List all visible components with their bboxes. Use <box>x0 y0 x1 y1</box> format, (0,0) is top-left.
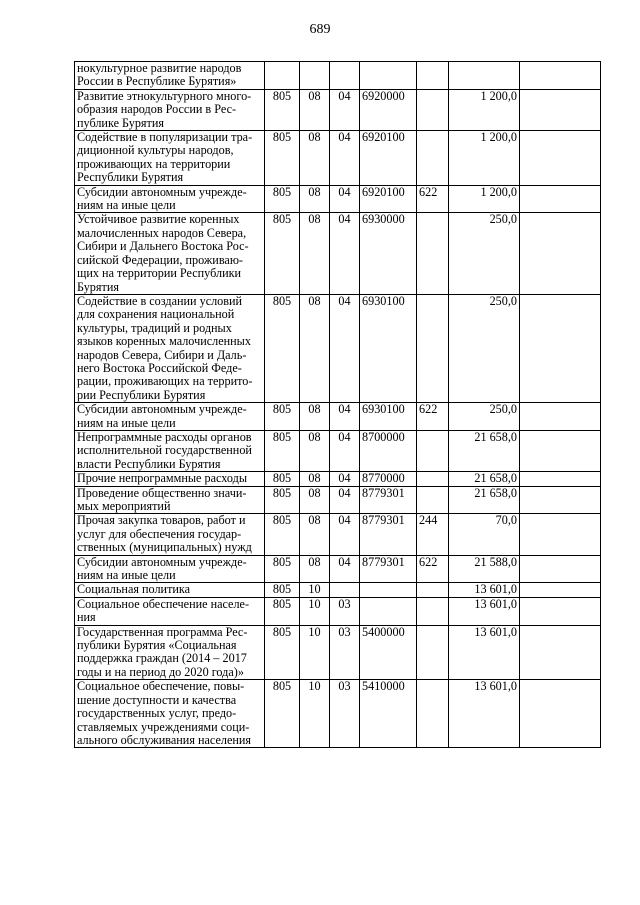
cell-pr: 04 <box>330 514 360 555</box>
cell-ved: 805 <box>265 514 300 555</box>
cell-extra <box>520 131 601 186</box>
cell-extra <box>520 625 601 680</box>
cell-vr <box>417 131 449 186</box>
cell-cs: 5410000 <box>360 680 417 748</box>
cell-cs: 6920100 <box>360 131 417 186</box>
cell-sum: 21 658,0 <box>449 430 520 471</box>
cell-extra <box>520 213 601 294</box>
cell-name: нокультурное развитие народов России в Республике Бурятия» <box>75 62 265 90</box>
cell-sum: 13 601,0 <box>449 625 520 680</box>
table-row <box>75 597 601 625</box>
cell-sum: 13 601,0 <box>449 597 520 625</box>
cell-cs <box>360 583 417 597</box>
cell-name: Прочая закупка товаров, работ и услуг для обеспечения государ-ственных (муниципальных) нужд <box>75 514 265 555</box>
cell-vr: 622 <box>417 185 449 213</box>
cell-extra <box>520 430 601 471</box>
cell-vr <box>417 62 449 90</box>
budget-table <box>74 61 601 748</box>
cell-pr: 04 <box>330 555 360 583</box>
cell-rz: 08 <box>300 555 330 583</box>
table-row <box>75 583 601 597</box>
cell-sum: 13 601,0 <box>449 680 520 748</box>
cell-cs: 6930100 <box>360 294 417 402</box>
cell-pr: 03 <box>330 680 360 748</box>
cell-pr: 04 <box>330 403 360 431</box>
table-body <box>75 62 601 748</box>
cell-pr: 04 <box>330 294 360 402</box>
cell-rz: 08 <box>300 185 330 213</box>
cell-ved: 805 <box>265 583 300 597</box>
cell-extra <box>520 472 601 486</box>
cell-pr: 04 <box>330 131 360 186</box>
table-row <box>75 62 601 90</box>
cell-vr <box>417 89 449 130</box>
cell-ved: 805 <box>265 680 300 748</box>
cell-vr <box>417 430 449 471</box>
table-row <box>75 680 601 748</box>
cell-sum: 70,0 <box>449 514 520 555</box>
cell-pr: 04 <box>330 430 360 471</box>
cell-cs: 6920100 <box>360 185 417 213</box>
cell-rz: 08 <box>300 514 330 555</box>
cell-vr <box>417 625 449 680</box>
cell-vr <box>417 680 449 748</box>
cell-cs: 8770000 <box>360 472 417 486</box>
cell-pr: 04 <box>330 185 360 213</box>
cell-vr <box>417 486 449 514</box>
page-number: 689 <box>309 22 331 37</box>
cell-name: Прочие непрограммные расходы <box>75 472 265 486</box>
cell-extra <box>520 514 601 555</box>
cell-ved: 805 <box>265 555 300 583</box>
cell-pr: 04 <box>330 89 360 130</box>
cell-cs: 8700000 <box>360 430 417 471</box>
cell-ved: 805 <box>265 597 300 625</box>
cell-sum: 1 200,0 <box>449 89 520 130</box>
cell-ved: 805 <box>265 430 300 471</box>
cell-vr <box>417 294 449 402</box>
cell-extra <box>520 597 601 625</box>
cell-pr: 04 <box>330 213 360 294</box>
cell-name: Содействие в создании условий для сохранения национальной культуры, традиций и родных языков коренных малочисленных народов Севера, Сибири и Даль-него Востока Российской Феде-рации, проживающих на террито-рии Республики Бурятия <box>75 294 265 402</box>
table-row <box>75 472 601 486</box>
table-row <box>75 131 601 186</box>
cell-sum: 250,0 <box>449 403 520 431</box>
cell-name: Социальная политика <box>75 583 265 597</box>
cell-cs: 8779301 <box>360 555 417 583</box>
cell-name: Субсидии автономным учрежде-ниям на иные цели <box>75 555 265 583</box>
cell-sum: 13 601,0 <box>449 583 520 597</box>
cell-cs <box>360 62 417 90</box>
cell-vr <box>417 472 449 486</box>
cell-sum <box>449 62 520 90</box>
cell-cs: 6920000 <box>360 89 417 130</box>
cell-ved: 805 <box>265 403 300 431</box>
cell-rz: 10 <box>300 680 330 748</box>
cell-ved: 805 <box>265 213 300 294</box>
cell-sum: 21 588,0 <box>449 555 520 583</box>
table-row <box>75 514 601 555</box>
cell-extra <box>520 89 601 130</box>
cell-name: Проведение общественно значи-мых мероприятий <box>75 486 265 514</box>
cell-ved: 805 <box>265 131 300 186</box>
cell-sum: 21 658,0 <box>449 472 520 486</box>
table-row <box>75 403 601 431</box>
cell-rz: 08 <box>300 131 330 186</box>
cell-name: Развитие этнокультурного много-образия народов России в Рес-публике Бурятия <box>75 89 265 130</box>
cell-ved: 805 <box>265 185 300 213</box>
table-row <box>75 555 601 583</box>
cell-ved: 805 <box>265 89 300 130</box>
cell-pr: 04 <box>330 472 360 486</box>
cell-extra <box>520 403 601 431</box>
cell-ved: 805 <box>265 472 300 486</box>
table-row <box>75 294 601 402</box>
cell-rz: 10 <box>300 597 330 625</box>
cell-rz: 10 <box>300 625 330 680</box>
cell-sum: 250,0 <box>449 213 520 294</box>
cell-name: Социальное обеспечение, повы-шение доступности и качества государственных услуг, предо-ставляемых учреждениями соци-ального обслуживания населения <box>75 680 265 748</box>
cell-sum: 250,0 <box>449 294 520 402</box>
table-row <box>75 89 601 130</box>
table-row <box>75 430 601 471</box>
cell-cs: 8779301 <box>360 514 417 555</box>
cell-extra <box>520 294 601 402</box>
cell-extra <box>520 185 601 213</box>
cell-ved <box>265 62 300 90</box>
cell-rz: 08 <box>300 403 330 431</box>
table-row <box>75 185 601 213</box>
cell-extra <box>520 680 601 748</box>
cell-rz: 08 <box>300 472 330 486</box>
cell-name: Устойчивое развитие коренных малочисленных народов Севера, Сибири и Дальнего Востока Рос-сийской Федерации, проживаю-щих на территории Республики Бурятия <box>75 213 265 294</box>
cell-sum: 1 200,0 <box>449 185 520 213</box>
table-row <box>75 486 601 514</box>
cell-rz <box>300 62 330 90</box>
cell-rz: 08 <box>300 430 330 471</box>
cell-cs: 6930000 <box>360 213 417 294</box>
cell-sum: 1 200,0 <box>449 131 520 186</box>
cell-ved: 805 <box>265 625 300 680</box>
cell-rz: 08 <box>300 294 330 402</box>
cell-pr <box>330 583 360 597</box>
cell-rz: 10 <box>300 583 330 597</box>
cell-ved: 805 <box>265 294 300 402</box>
cell-name: Государственная программа Рес-публики Бурятия «Социальная поддержка граждан (2014 – 2017 годы и на период до 2020 года)» <box>75 625 265 680</box>
cell-name: Субсидии автономным учрежде-ниям на иные цели <box>75 403 265 431</box>
cell-cs: 8779301 <box>360 486 417 514</box>
cell-vr <box>417 583 449 597</box>
cell-vr: 244 <box>417 514 449 555</box>
cell-cs: 6930100 <box>360 403 417 431</box>
cell-pr: 04 <box>330 486 360 514</box>
cell-rz: 08 <box>300 213 330 294</box>
cell-extra <box>520 486 601 514</box>
cell-sum: 21 658,0 <box>449 486 520 514</box>
cell-vr <box>417 213 449 294</box>
cell-rz: 08 <box>300 89 330 130</box>
cell-pr: 03 <box>330 597 360 625</box>
cell-cs <box>360 597 417 625</box>
cell-name: Содействие в популяризации тра-диционной культуры народов, проживающих на территории Республики Бурятия <box>75 131 265 186</box>
cell-vr: 622 <box>417 555 449 583</box>
cell-rz: 08 <box>300 486 330 514</box>
cell-name: Субсидии автономным учрежде-ниям на иные цели <box>75 185 265 213</box>
cell-pr: 03 <box>330 625 360 680</box>
cell-extra <box>520 62 601 90</box>
table-row <box>75 625 601 680</box>
cell-vr: 622 <box>417 403 449 431</box>
cell-pr <box>330 62 360 90</box>
cell-vr <box>417 597 449 625</box>
cell-name: Непрограммные расходы органов исполнительной государственной власти Республики Бурятия <box>75 430 265 471</box>
cell-ved: 805 <box>265 486 300 514</box>
cell-extra <box>520 583 601 597</box>
cell-extra <box>520 555 601 583</box>
cell-cs: 5400000 <box>360 625 417 680</box>
table-row <box>75 213 601 294</box>
cell-name: Социальное обеспечение населе-ния <box>75 597 265 625</box>
